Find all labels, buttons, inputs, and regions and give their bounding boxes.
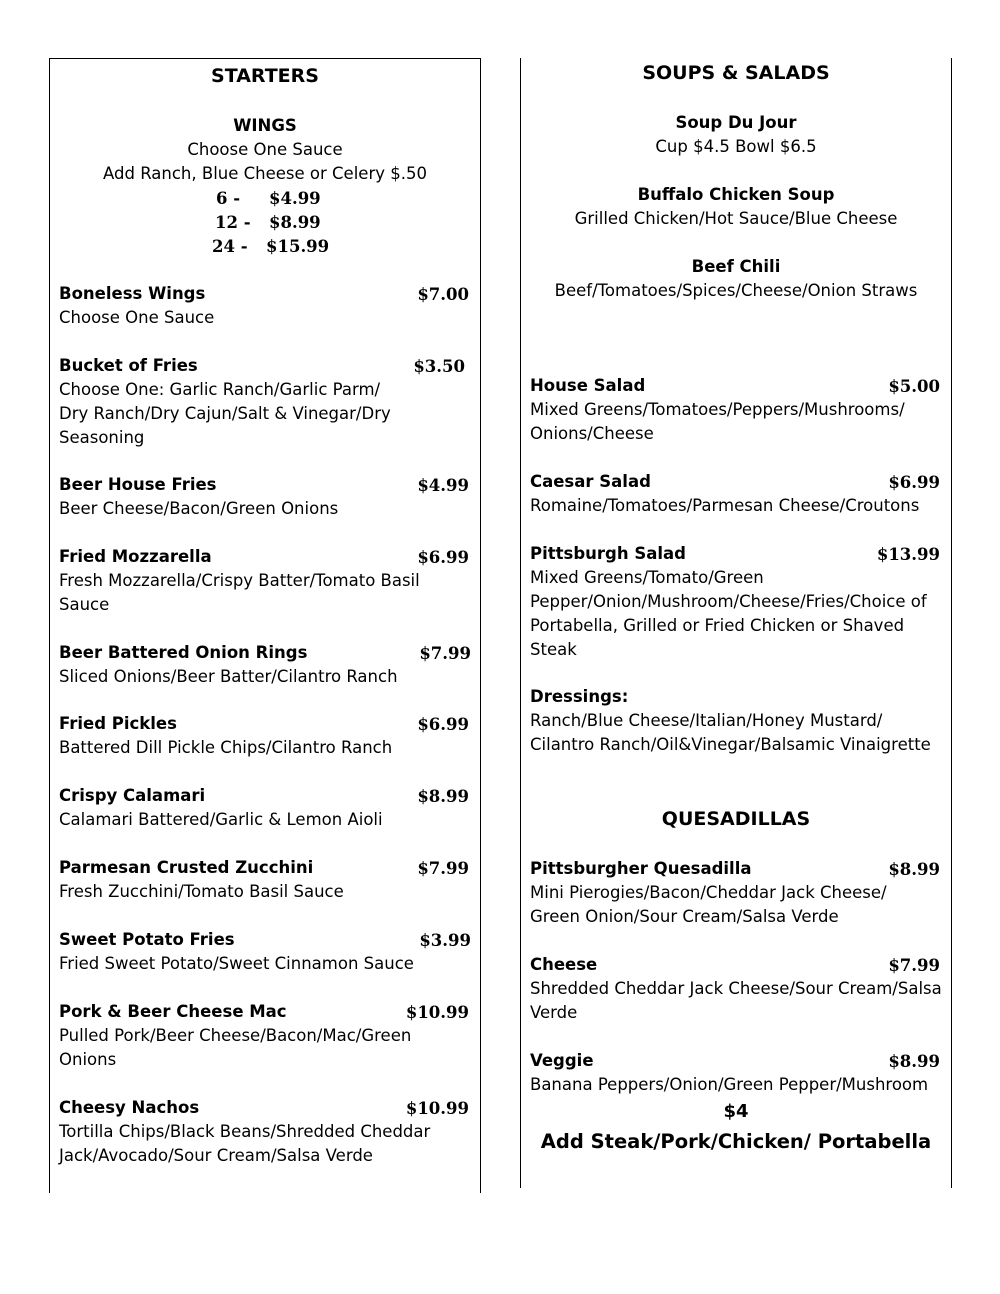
salad-price: $5.00 [888, 377, 940, 396]
wings-title: WINGS [233, 116, 297, 135]
soup-name: Soup Du Jour [675, 113, 797, 132]
menu-item-name: Boneless Wings [59, 284, 206, 303]
soup-desc: Grilled Chicken/Hot Sauce/Blue Cheese [574, 209, 898, 228]
menu-item-price: $10.99 [405, 1003, 469, 1022]
quesadilla-price: $7.99 [888, 956, 940, 975]
menu-item-desc: Choose One Sauce [59, 308, 215, 327]
salad-name: Caesar Salad [530, 472, 651, 491]
menu-item-name: Fried Mozzarella [59, 547, 212, 566]
menu-item-price: $3.50 [413, 357, 465, 376]
menu-item-price: $7.99 [417, 859, 469, 878]
menu-item-desc: Pulled Pork/Beer Cheese/Bacon/Mac/Green Onions [59, 1026, 412, 1069]
quesadilla-name: Cheese [530, 955, 598, 974]
menu-item-name: Fried Pickles [59, 714, 177, 733]
quesadilla-desc: Mini Pierogies/Bacon/Cheddar Jack Cheese/ Green Onion/Sour Cream/Salsa Verde [530, 883, 887, 926]
soups-salads-column [520, 58, 952, 1188]
menu-item-desc: Beer Cheese/Bacon/Green Onions [59, 499, 339, 518]
menu-item-price: $4.99 [417, 476, 469, 495]
menu-item-name: Beer Battered Onion Rings [59, 643, 308, 662]
wings-size-price: $15.99 [266, 237, 330, 256]
salad-desc: Mixed Greens/Tomatoes/Peppers/Mushrooms/ Onions/Cheese [530, 400, 905, 443]
menu-item-name: Bucket of Fries [59, 356, 198, 375]
menu-item-price: $6.99 [417, 548, 469, 567]
addon-text: Add Steak/Pork/Chicken/ Portabella [540, 1130, 932, 1153]
salad-name: House Salad [530, 376, 646, 395]
salad-desc: Mixed Greens/Tomato/Green Pepper/Onion/Mushroom/Cheese/Fries/Choice of Portabella, Grilled or Fried Chicken or Shaved Steak [530, 568, 927, 659]
salad-price: $13.99 [876, 545, 940, 564]
menu-item-price: $3.99 [419, 931, 471, 950]
wings-size-count: 24 - [212, 237, 248, 256]
wings-size-count: 6 - [216, 189, 241, 208]
menu-item-name: Parmesan Crusted Zucchini [59, 858, 314, 877]
quesadilla-price: $8.99 [888, 1052, 940, 1071]
addon-price: $4 [723, 1101, 749, 1122]
menu-item-desc: Fresh Mozzarella/Crispy Batter/Tomato Basil Sauce [59, 571, 420, 614]
quesadilla-name: Veggie [530, 1051, 594, 1070]
menu-item-desc: Choose One: Garlic Ranch/Garlic Parm/ Dry Ranch/Dry Cajun/Salt & Vinegar/Dry Seasoning [59, 380, 391, 447]
menu-item-price: $8.99 [417, 787, 469, 806]
salad-price: $6.99 [888, 473, 940, 492]
quesadilla-desc: Shredded Cheddar Jack Cheese/Sour Cream/Salsa Verde [530, 979, 942, 1022]
dressings-label: Dressings: [530, 687, 629, 706]
quesadilla-desc: Banana Peppers/Onion/Green Pepper/Mushroom [530, 1075, 929, 1094]
menu-item-price: $7.00 [417, 285, 469, 304]
menu-item-name: Pork & Beer Cheese Mac [59, 1002, 287, 1021]
menu-item-desc: Sliced Onions/Beer Batter/Cilantro Ranch [59, 667, 398, 686]
soup-desc: Cup $4.5 Bowl $6.5 [655, 137, 817, 156]
salad-desc: Romaine/Tomatoes/Parmesan Cheese/Croutons [530, 496, 920, 515]
wings-size-price: $8.99 [269, 213, 321, 232]
quesadilla-name: Pittsburgher Quesadilla [530, 859, 752, 878]
menu-item-name: Cheesy Nachos [59, 1098, 200, 1117]
wings-sauce: Choose One Sauce [187, 140, 343, 159]
starters-column [49, 58, 481, 1193]
wings-size-price: $4.99 [269, 189, 321, 208]
menu-item-name: Beer House Fries [59, 475, 217, 494]
soup-desc: Beef/Tomatoes/Spices/Cheese/Onion Straws [554, 281, 918, 300]
salad-name: Pittsburgh Salad [530, 544, 686, 563]
menu-item-desc: Fresh Zucchini/Tomato Basil Sauce [59, 882, 344, 901]
menu-item-name: Sweet Potato Fries [59, 930, 235, 949]
menu-item-desc: Battered Dill Pickle Chips/Cilantro Ranch [59, 738, 393, 757]
quesadilla-price: $8.99 [888, 860, 940, 879]
menu-item-desc: Calamari Battered/Garlic & Lemon Aioli [59, 810, 383, 829]
menu-item-price: $6.99 [417, 715, 469, 734]
menu-item-price: $7.99 [419, 644, 471, 663]
quesadillas-title: QUESADILLAS [661, 808, 811, 830]
wings-addon: Add Ranch, Blue Cheese or Celery $.50 [103, 164, 427, 183]
soup-name: Beef Chili [691, 257, 781, 276]
menu-item-desc: Tortilla Chips/Black Beans/Shredded Cheddar Jack/Avocado/Sour Cream/Salsa Verde [59, 1122, 431, 1165]
dressings-desc: Ranch/Blue Cheese/Italian/Honey Mustard/ Cilantro Ranch/Oil&Vinegar/Balsamic Vinaigrette [530, 711, 931, 754]
soups-salads-title: SOUPS & SALADS [642, 62, 830, 84]
soup-name: Buffalo Chicken Soup [637, 185, 835, 204]
wings-size-count: 12 - [215, 213, 251, 232]
starters-title: STARTERS [211, 65, 319, 87]
menu-item-price: $10.99 [405, 1099, 469, 1118]
menu-item-name: Crispy Calamari [59, 786, 206, 805]
menu-item-desc: Fried Sweet Potato/Sweet Cinnamon Sauce [59, 954, 414, 973]
